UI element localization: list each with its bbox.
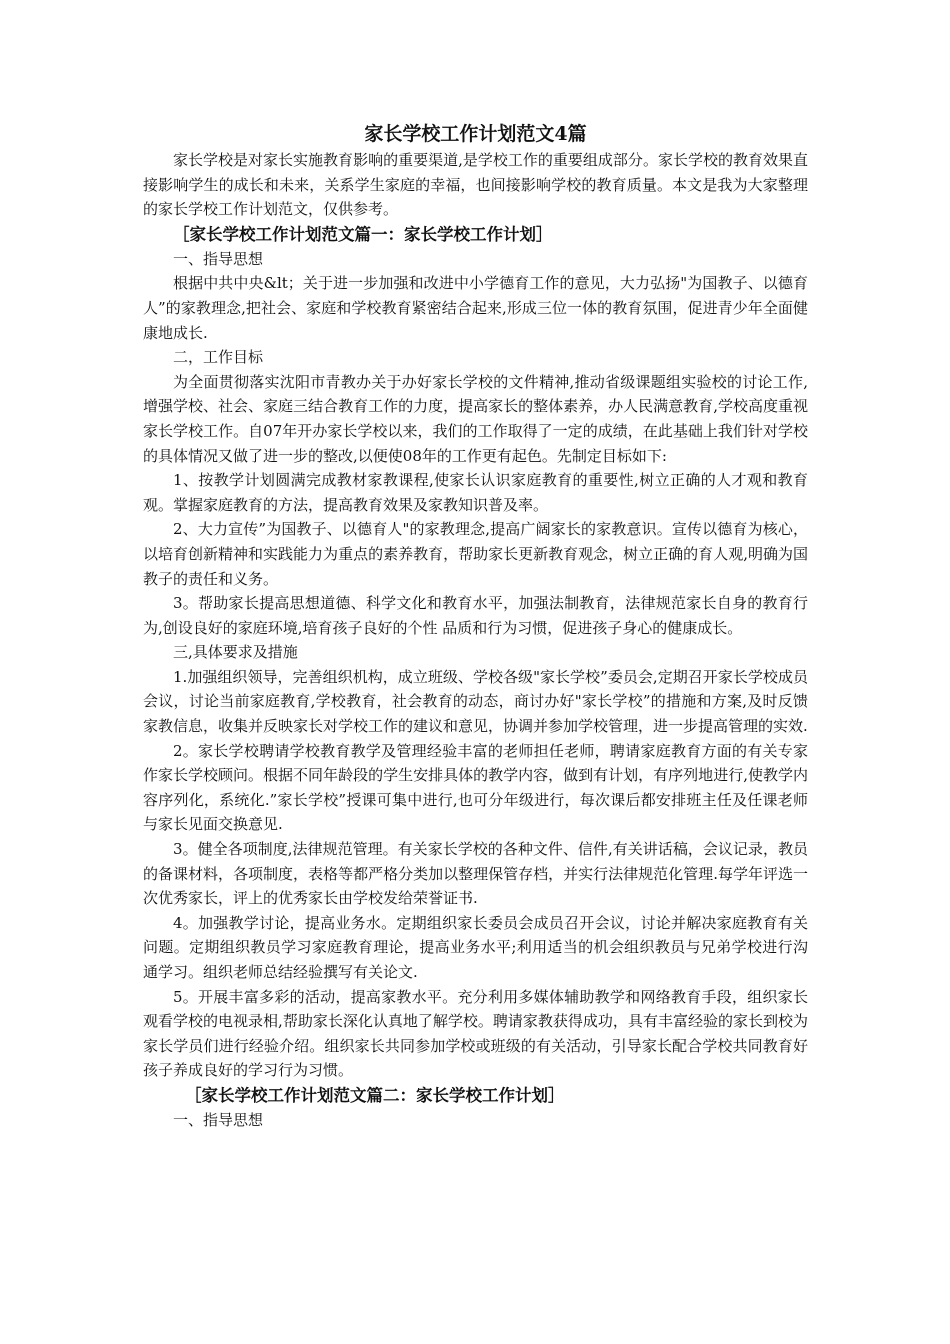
intro-paragraph: 家长学校是对家长实施教育影响的重要渠道,是学校工作的重要组成部分。家长学校的教育效果直接影响学生的成长和未来，关系学生家庭的幸福，也间接影响学校的教育质量。本文是我为大家整理的家长学校工作计划范文，仅供参考。 — [143, 151, 808, 219]
measure-item-4: 4。加强教学讨论，提高业务水。定期组织家长委员会成员召开会议，讨论并解决家庭教育有关问题。定期组织教员学习家庭教育理论，提高业务水平;利用适当的机会组织教员与兄弟学校进行沟通学习。组织老师总结经验撰写有关论文. — [143, 913, 808, 981]
section-2-sub-guiding: 一、指导思想 — [173, 1110, 264, 1129]
section-2-heading: ［家长学校工作计划范文篇二：家长学校工作计划］ — [185, 1085, 565, 1105]
section-1-sub-guiding: 一、指导思想 — [173, 249, 264, 268]
section-1-sub-goals: 二，工作目标 — [173, 348, 264, 367]
section-1-heading: ［家长学校工作计划范文篇一：家长学校工作计划］ — [173, 224, 553, 244]
measure-item-3: 3。健全各项制度,法律规范管理。有关家长学校的各种文件、信件,有关讲话稿，会议记录，教员的备课材料，各项制度，表格等都严格分类加以整理保管存档，并实行法律规范化管理.每学年评选一次优秀家长，评上的优秀家长由学校发给荣誉证书. — [143, 840, 808, 908]
measure-item-5: 5。开展丰富多彩的活动，提高家教水平。充分利用多媒体辅助教学和网络教育手段，组织家长观看学校的电视录相,帮助家长深化认真地了解学校。聘请家教获得成功，具有丰富经验的家长到校为家长学员们进行经验介绍。组织家长共同参加学校或班级的有关活动，引导家长配合学校共同教育好孩子养成良好的学习行为习惯。 — [143, 987, 808, 1080]
goal-item-1: 1、按教学计划圆满完成教材家教课程,使家长认识家庭教育的重要性,树立正确的人才观和教育观。掌握家庭教育的方法，提高教育效果及家教知识普及率。 — [143, 471, 808, 514]
section-1-sub-measures: 三,具体要求及措施 — [173, 643, 298, 662]
measure-item-2: 2。家长学校聘请学校教育教学及管理经验丰富的老师担任老师，聘请家庭教育方面的有关专家作家长学校顾问。根据不同年龄段的学生安排具体的教学内容，做到有计划，有序列地进行,使教学内容序列化，系统化.”家长学校”授课可集中进行,也可分年级进行，每次课后都安排班主任及任课老师与家长见面交换意见. — [143, 741, 808, 834]
section-1-paragraph-goals: 为全面贯彻落实沈阳市青教办关于办好家长学校的文件精神,推动省级课题组实验校的讨论工作,增强学校、社会、家庭三结合教育工作的力度，提高家长的整体素养，办人民满意教育,学校高度重视家长学校工作。自07年开办家长学校以来，我们的工作取得了一定的成绩，在此基础上我们针对学校的具体情况又做了进一步的整改,以便使08年的工作更有起色。先制定目标如下: — [143, 372, 808, 465]
section-1-paragraph-guiding: 根据中共中央&lt；关于进一步加强和改进中小学德育工作的意见，大力弘扬"为国教子、以德育人”的家教理念,把社会、家庭和学校教育紧密结合起来,形成三位一体的教育氛围，促进青少年全面健康地成长. — [143, 274, 808, 342]
document-page — [143, 120, 808, 1133]
measure-item-1: 1.加强组织领导，完善组织机构，成立班级、学校各级"家长学校”委员会,定期召开家长学校成员会议，讨论当前家庭教育,学校教育，社会教育的动态，商讨办好"家长学校”的措施和方案,及时反馈家教信息，收集并反映家长对学校工作的建议和意见，协调并参加学校管理，进一步提高管理的实效. — [143, 667, 808, 736]
goal-item-3: 3。帮助家长提高思想道德、科学文化和教育水平，加强法制教育，法律规范家长自身的教育行为,创设良好的家庭环境,培育孩子良好的个性 品质和行为习惯，促进孩子身心的健康成长。 — [143, 594, 808, 637]
document-title: 家长学校工作计划范文4篇 — [364, 123, 587, 145]
goal-item-2: 2、大力宣传”为国教子、以德育人"的家教理念,提高广阔家长的家教意识。宣传以德育为核心，以培育创新精神和实践能力为重点的素养教育，帮助家长更新教育观念，树立正确的育人观,明确为国教子的责任和义务。 — [143, 520, 808, 588]
